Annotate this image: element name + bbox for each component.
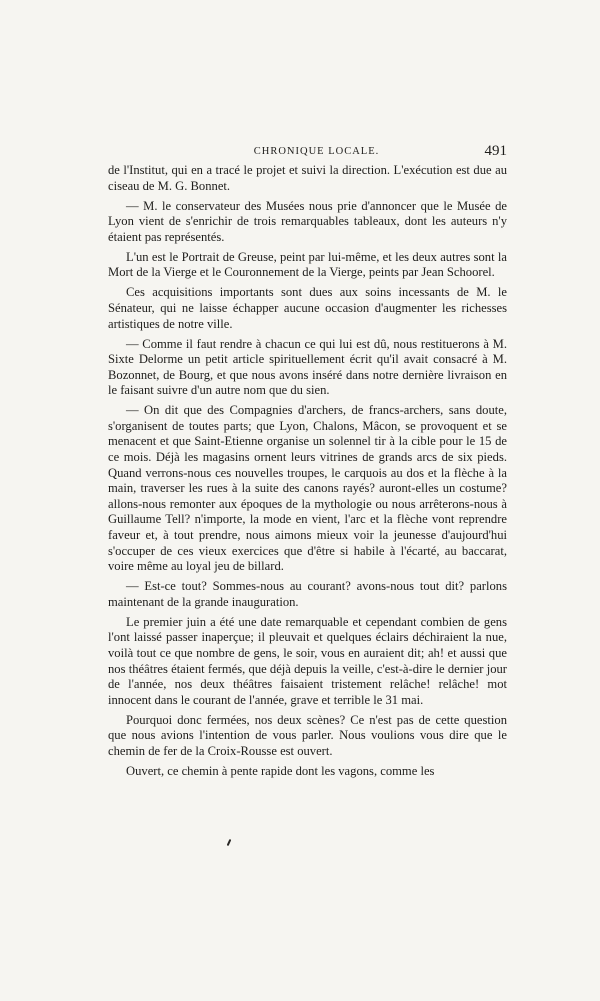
paragraph-5: — Comme il faut rendre à chacun ce qui lui est dû, nous restituerons à M. Sixte Delorme un petit article spirituellement écrit qu'il avait consacré à M. Bozonnet, de Bourg, et que nous avons inséré dans notre dernière livraison en le faisant suivre d'un autre nom que du sien. xyxy=(108,336,507,398)
paragraph-6: — On dit que des Compagnies d'archers, de francs-archers, sans doute, s'organisent de toutes parts; que Lyon, Chalons, Mâcon, se provoquent et se menacent et que Saint-Etienne organise un solennel tir à la cible pour le 15 de ce mois. Déjà les magasins ornent leurs vitrines de grands arcs de six pieds. Quand verrons-nous ces nouvelles troupes, le carquois au dos et la flèche à la main, traverser les rues à la suite des canons rayés? auront-elles un costume? allons-nous remonter aux époques de la mythologie ou nous arrêterons-nous à Guillaume Tell? n'importe, la mode en vient, l'arc et la flèche vont reprendre faveur et, à tout prendre, nous aimons mieux voir la jeunesse d'aujourd'hui s'occuper de ces vieux exercices que d'être si habile à l'écarté, au baccarat, voire même au loyal jeu de billard. xyxy=(108,403,507,574)
paragraph-9: Pourquoi donc fermées, nos deux scènes? Ce n'est pas de cette question que nous avions l'intention de vous parler. Nous voulions vous dire que le chemin de fer de la Croix-Rousse est ouvert. xyxy=(108,712,507,758)
paragraph-7: — Est-ce tout? Sommes-nous au courant? avons-nous tout dit? parlons maintenant de la grande inauguration. xyxy=(108,579,507,609)
paragraph-4: Ces acquisitions importants sont dues aux soins incessants de M. le Sénateur, qui ne laisse échapper aucune occasion d'augmenter les richesses artistiques de notre ville. xyxy=(108,285,507,331)
running-title: CHRONIQUE LOCALE. xyxy=(253,146,380,157)
paragraph-3: L'un est le Portrait de Greuse, peint par lui-même, et les deux autres sont la Mort de la Vierge et le Couronnement de la Vierge, peints par Jean Schoorel. xyxy=(108,249,507,280)
paragraph-10: Ouvert, ce chemin à pente rapide dont les vagons, comme les xyxy=(126,763,435,778)
paragraph-8: Le premier juin a été une date remarquable et cependant combien de gens l'ont laissé passer inaperçue; il pleuvait et quelques éclairs déchiraient la nue, voilà tout ce que nombre de gens, le soir, vous en auraient dit; ah! et aussi que nos théâtres étaient fermés, que déjà depuis la veille, c'est-à-dire le dernier jour de l'année, nos deux théâtres faisaient tristement relâche! relâche! mot innocent dans le courant de l'année, grave et terrible le 31 mai. xyxy=(108,614,507,707)
paragraph-1: de l'Institut, qui en a tracé le projet et suivi la direction. L'exécution est due au ciseau de M. G. Bonnet. xyxy=(108,163,507,193)
paragraph-2: — M. le conservateur des Musées nous prie d'annoncer que le Musée de Lyon vient de s'enrichir de trois remarquables tableaux, dont les auteurs n'y étaient pas représentés. xyxy=(108,198,507,244)
page-header xyxy=(108,143,507,161)
body-text xyxy=(108,163,507,784)
ink-mark xyxy=(227,839,232,846)
page-number: 491 xyxy=(484,143,507,159)
